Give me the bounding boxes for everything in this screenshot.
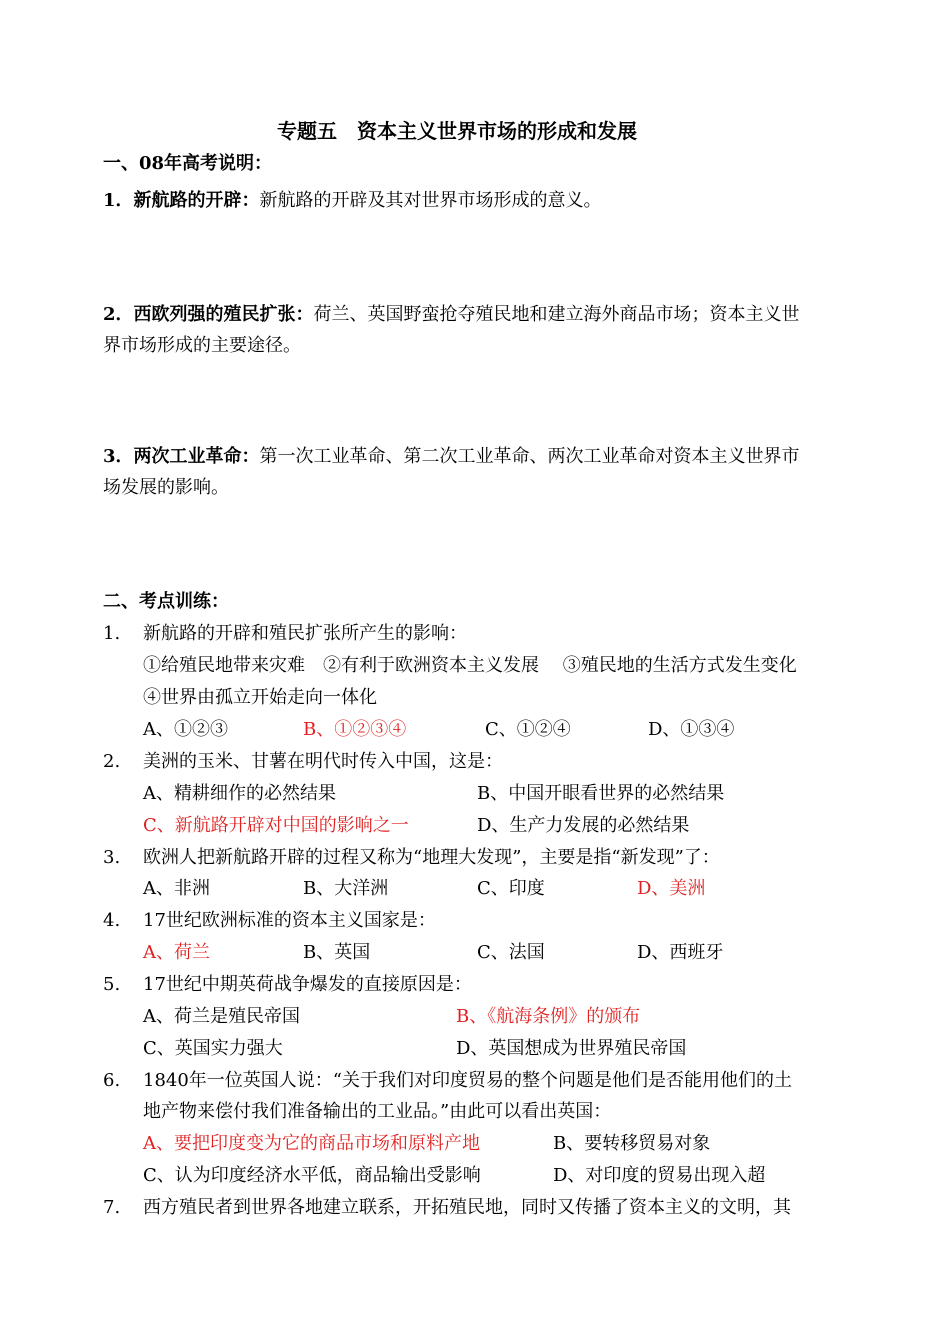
question-3-option-c: C、印度 bbox=[477, 878, 545, 899]
question-5-option-a: A、荷兰是殖民帝国 bbox=[143, 1006, 300, 1027]
section-2-heading: 二、考点训练： bbox=[103, 591, 229, 612]
question-7-number: 7. bbox=[103, 1197, 121, 1218]
exam-item-1 bbox=[103, 189, 602, 213]
question-6-stem-1: 1840年一位英国人说：“关于我们对印度贸易的整个问题是他们是否能用他们的土 bbox=[143, 1070, 793, 1091]
question-2-option-a: A、精耕细作的必然结果 bbox=[143, 783, 336, 804]
question-1-option-b: B、①②③④ bbox=[303, 719, 407, 740]
question-3-option-b: B、大洋洲 bbox=[303, 878, 389, 899]
question-7-stem: 西方殖民者到世界各地建立联系，开拓殖民地，同时又传播了资本主义的文明，其 bbox=[143, 1197, 791, 1218]
question-4-option-c: C、法国 bbox=[477, 942, 545, 963]
question-2-number: 2. bbox=[103, 751, 121, 772]
question-4-option-b: B、英国 bbox=[303, 942, 371, 963]
question-1-option-a: A、①②③ bbox=[143, 719, 228, 740]
question-5-stem: 17世纪中期英荷战争爆发的直接原因是： bbox=[143, 974, 472, 995]
question-1-option-c: C、①②④ bbox=[485, 719, 571, 740]
question-6-option-a: A、要把印度变为它的商品市场和原料产地 bbox=[143, 1133, 480, 1154]
exam-item-2-text-cont: 界市场形成的主要途径。 bbox=[103, 335, 301, 356]
exam-item-2 bbox=[103, 303, 800, 327]
question-5-option-d: D、英国想成为世界殖民帝国 bbox=[456, 1038, 687, 1059]
question-1-sub-2: ④世界由孤立开始走向一体化 bbox=[143, 687, 377, 708]
question-1-sub-1: ①给殖民地带来灾难 ②有利于欧洲资本主义发展 ③殖民地的生活方式发生变化 bbox=[143, 655, 797, 676]
question-1-number: 1. bbox=[103, 623, 121, 644]
exam-item-3-text-cont: 场发展的影响。 bbox=[103, 477, 229, 498]
question-6-number: 6. bbox=[103, 1070, 121, 1091]
question-3-option-a: A、非洲 bbox=[143, 878, 210, 899]
section-1-heading: 一、08年高考说明： bbox=[103, 153, 273, 174]
question-3-option-d: D、美洲 bbox=[637, 878, 706, 899]
question-2-option-b: B、中国开眼看世界的必然结果 bbox=[477, 783, 725, 804]
question-4-number: 4. bbox=[103, 910, 121, 931]
exam-item-1-label: 1．新航路的开辟： bbox=[103, 190, 260, 211]
exam-item-2-label: 2．西欧列强的殖民扩张： bbox=[103, 304, 314, 325]
question-5-option-c: C、英国实力强大 bbox=[143, 1038, 283, 1059]
question-6-option-b: B、要转移贸易对象 bbox=[553, 1133, 711, 1154]
question-4-option-a: A、荷兰 bbox=[143, 942, 210, 963]
question-5-option-b: B、《航海条例》的颁布 bbox=[456, 1006, 641, 1027]
question-4-option-d: D、西班牙 bbox=[637, 942, 724, 963]
question-3-number: 3. bbox=[103, 847, 121, 868]
question-6-option-c: C、认为印度经济水平低，商品输出受影响 bbox=[143, 1165, 481, 1186]
question-1-stem: 新航路的开辟和殖民扩张所产生的影响： bbox=[143, 623, 467, 644]
exam-item-2-text: 荷兰、英国野蛮抢夺殖民地和建立海外商品市场；资本主义世 bbox=[313, 304, 800, 325]
question-3-stem: 欧洲人把新航路开辟的过程又称为“地理大发现”，主要是指“新发现”了： bbox=[143, 847, 720, 868]
page-title: 专题五 资本主义世界市场的形成和发展 bbox=[277, 119, 637, 143]
question-2-option-d: D、生产力发展的必然结果 bbox=[477, 815, 690, 836]
exam-item-3-label: 3．两次工业革命： bbox=[103, 446, 260, 467]
exam-item-1-text: 新航路的开辟及其对世界市场形成的意义。 bbox=[259, 190, 602, 211]
exam-item-3-text: 第一次工业革命、第二次工业革命、两次工业革命对资本主义世界市 bbox=[259, 446, 800, 467]
question-1-option-d: D、①③④ bbox=[648, 719, 735, 740]
question-4-stem: 17世纪欧洲标准的资本主义国家是： bbox=[143, 910, 436, 931]
question-2-option-c: C、新航路开辟对中国的影响之一 bbox=[143, 815, 409, 836]
question-2-stem: 美洲的玉米、甘薯在明代时传入中国，这是： bbox=[143, 751, 503, 772]
exam-item-3 bbox=[103, 445, 800, 469]
question-6-stem-2: 地产物来偿付我们准备输出的工业品。”由此可以看出英国： bbox=[143, 1101, 612, 1122]
question-5-number: 5. bbox=[103, 974, 121, 995]
question-6-option-d: D、对印度的贸易出现入超 bbox=[553, 1165, 766, 1186]
